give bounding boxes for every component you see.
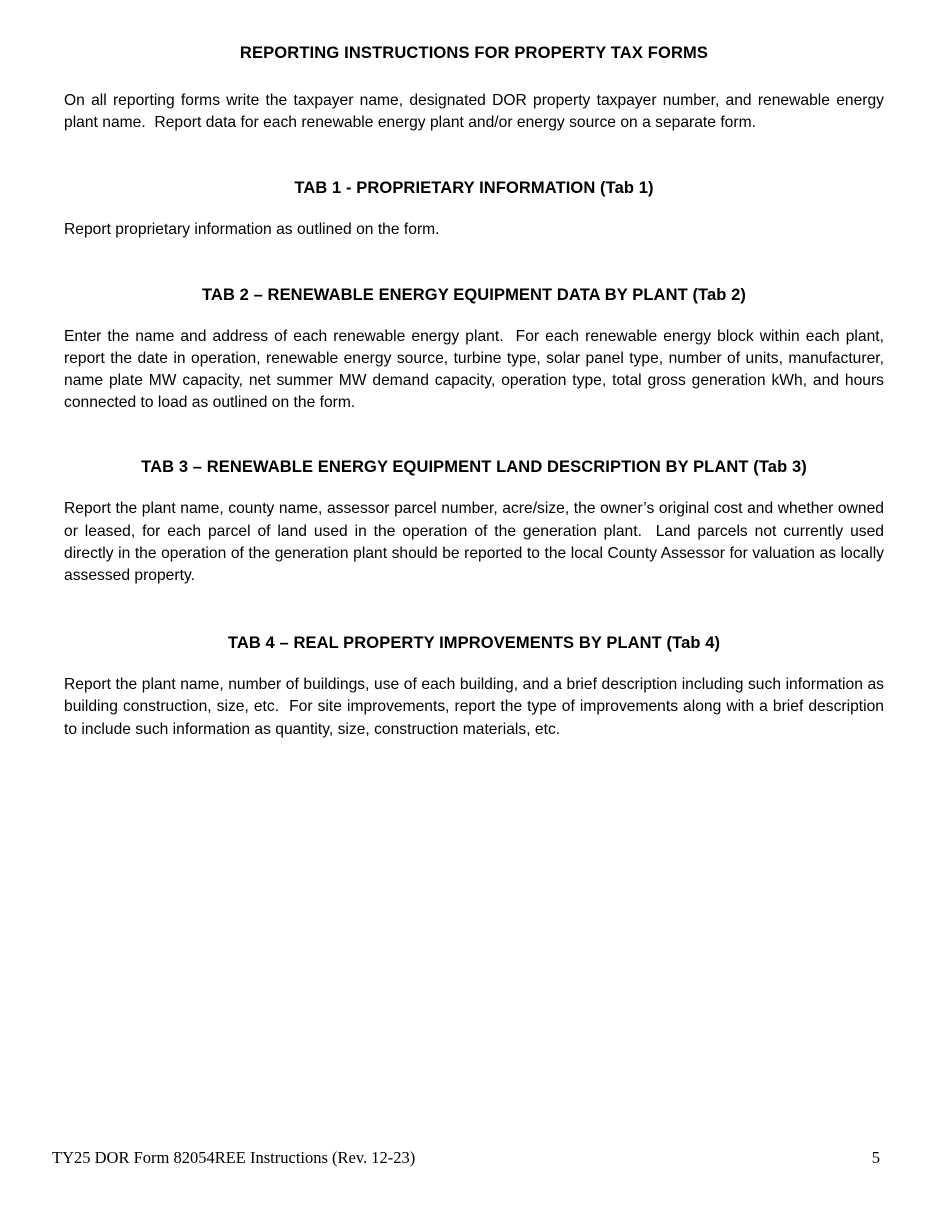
intro-paragraph: On all reporting forms write the taxpayer name, designated DOR property taxpayer number, and renewable energy plant name. Report data for each renewable energy plant and/or energy source on a separate form. — [64, 92, 889, 132]
spacer — [64, 306, 884, 326]
document-content — [64, 0, 889, 741]
spacer — [64, 478, 884, 498]
section-body-tab-2: Enter the name and address of each renewable energy plant. For each renewable energy block within each plant, report the date in operation, renewable energy source, turbine type, solar panel type, number of units, manufacturer, name plate MW capacity, net summer MW demand capacity, operation type, total gross generation kWh, and hours connected to load as outlined on the form. — [64, 327, 889, 412]
section-heading-tab-3: TAB 3 – RENEWABLE ENERGY EQUIPMENT LAND DESCRIPTION BY PLANT (Tab 3) — [141, 458, 807, 477]
spacer — [64, 414, 884, 456]
section-body-tab-1: Report proprietary information as outlined on the form. — [64, 221, 440, 239]
spacer — [64, 654, 884, 674]
footer-page-number: 5 — [871, 1148, 880, 1167]
section-heading-tab-4: TAB 4 – REAL PROPERTY IMPROVEMENTS BY PLANT (Tab 4) — [227, 634, 721, 653]
spacer — [64, 587, 884, 632]
section-body-tab-4: Report the plant name, number of buildings, use of each building, and a brief description including such information as building construction, size, etc. For site improvements, report the type of improvements along with a brief description to include such information as quantity, size, construction materials, etc. — [64, 676, 889, 738]
spacer — [64, 64, 884, 90]
page-title: REPORTING INSTRUCTIONS FOR PROPERTY TAX FORMS — [239, 44, 709, 62]
page-footer — [52, 1148, 898, 1172]
spacer — [64, 134, 884, 177]
footer-form-reference: TY25 DOR Form 82054REE Instructions (Rev. 12-23) — [52, 1148, 416, 1167]
section-heading-tab-2: TAB 2 – RENEWABLE ENERGY EQUIPMENT DATA BY PLANT (Tab 2) — [201, 285, 747, 304]
section-body-tab-3: Report the plant name, county name, assessor parcel number, acre/size, the owner’s original cost and whether owned or leased, for each parcel of land used in the operation of the generation plant. Land parcels not currently used directly in the operation of the generation plant should be reported to the local County Assessor for valuation as locally assessed property. — [64, 500, 889, 585]
section-heading-tab-1: TAB 1 - PROPRIETARY INFORMATION (Tab 1) — [294, 179, 654, 198]
spacer — [64, 199, 884, 219]
spacer — [64, 242, 884, 284]
